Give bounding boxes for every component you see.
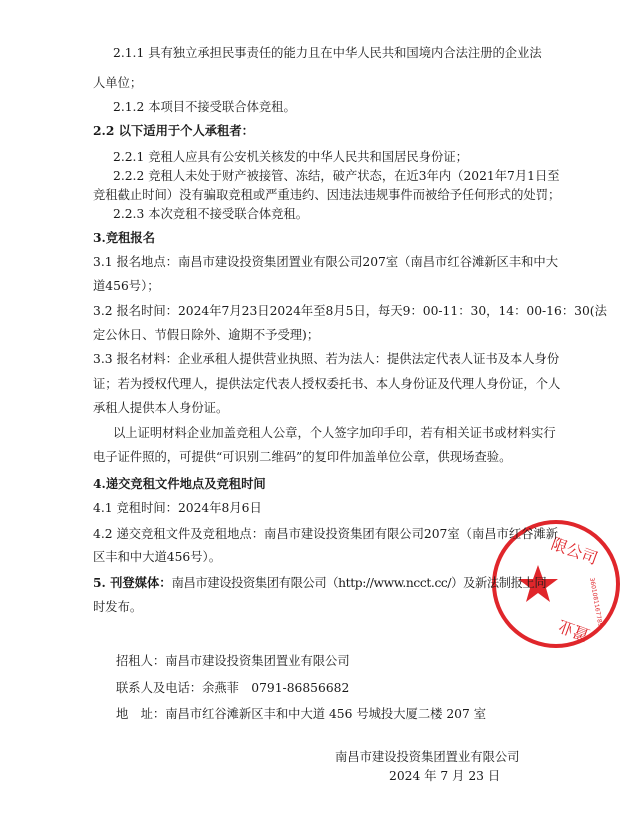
section-4-heading: 4.递交竞租文件地点及竞租时间: [93, 476, 266, 491]
clause-4-1: 4.1 竞租时间：2024年8月6日: [93, 501, 262, 515]
clause-3-1-cont: 道456号）；: [93, 279, 160, 293]
section-2-2-heading: 2.2 以下适用于个人承租者：: [93, 123, 254, 138]
signature-company: 南昌市建设投资集团置业有限公司: [335, 750, 520, 764]
clause-2-2-2: 2.2.2 竞租人未处于财产被接管、冻结，破产状态，在近3年内（2021年7月1日至: [113, 169, 560, 183]
clause-3-3-cont: 证；若为授权代理人，提供法定代表人授权委托书、本人身份证及代理人身份证，个人: [93, 377, 561, 391]
clause-3-3-cont2: 承租人提供本人身份证。: [93, 401, 229, 415]
clause-5: [93, 575, 546, 591]
clause-3-3: 3.3 报名材料：企业承租人提供营业执照、若为法人：提供法定代表人证书及本人身份: [93, 352, 560, 366]
clause-3-2: 3.2 报名时间：2024年7月23日2024年至8月5日，每天9：00-11：30，14：00-16：30(法: [93, 304, 607, 318]
svg-text:3601081167789: 3601081167789: [588, 577, 604, 628]
signature-date: 2024 年 7 月 23 日: [389, 769, 501, 783]
clause-2-2-2-cont: 竞租截止时间）没有骗取竞租或严重违约、因违法违规事件而被给予任何形式的处罚；: [93, 188, 561, 202]
svg-text:置业: 置业: [555, 616, 593, 645]
clause-3-2-cont: 定公休日、节假日除外、逾期不予受理)；: [93, 328, 320, 342]
clause-4-2-cont: 区丰和中大道456号）。: [93, 550, 221, 564]
clause-4-2: 4.2 递交竞租文件及竞租地点：南昌市建设投资集团有限公司207室（南昌市红谷滩新: [93, 527, 559, 541]
clause-5-text: 南昌市建设投资集团有限公司（http://www.ncct.cc/）及新法制报上同: [171, 576, 547, 590]
section-3-heading: 3.竞租报名: [93, 230, 156, 245]
lessor: 招租人：南昌市建设投资集团置业有限公司: [116, 654, 350, 668]
clause-2-1-1-cont: 人单位；: [93, 76, 143, 90]
note-paragraph-cont: 电子证件照的，可提供“可识别二维码”的复印件加盖单位公章，供现场查验。: [93, 450, 512, 464]
svg-text:限公司: 限公司: [548, 533, 601, 569]
clause-2-1-1: 2.1.1 具有独立承担民事责任的能力且在中华人民共和国境内合法注册的企业法: [113, 46, 542, 60]
contact: 联系人及电话：余燕菲 0791-86856682: [116, 681, 350, 695]
clause-5-cont: 时发布。: [93, 600, 143, 614]
note-paragraph: 以上证明材料企业加盖竞租人公章，个人签字加印手印，若有相关证书或材料实行: [113, 426, 556, 440]
clause-2-2-3: 2.2.3 本次竞租不接受联合体竞租。: [113, 207, 309, 221]
clause-3-1: 3.1 报名地点：南昌市建设投资集团置业有限公司207室（南昌市红谷滩新区丰和中大: [93, 255, 559, 269]
clause-2-1-2: 2.1.2 本项目不接受联合体竞租。: [113, 100, 296, 114]
clause-5-label: 5. 刊登媒体：: [93, 575, 172, 590]
clause-2-2-1: 2.2.1 竞租人应具有公安机关核发的中华人民共和国居民身份证；: [113, 150, 468, 164]
address: 地 址：南昌市红谷滩新区丰和中大道 456 号城投大厦二楼 207 室: [116, 707, 487, 721]
